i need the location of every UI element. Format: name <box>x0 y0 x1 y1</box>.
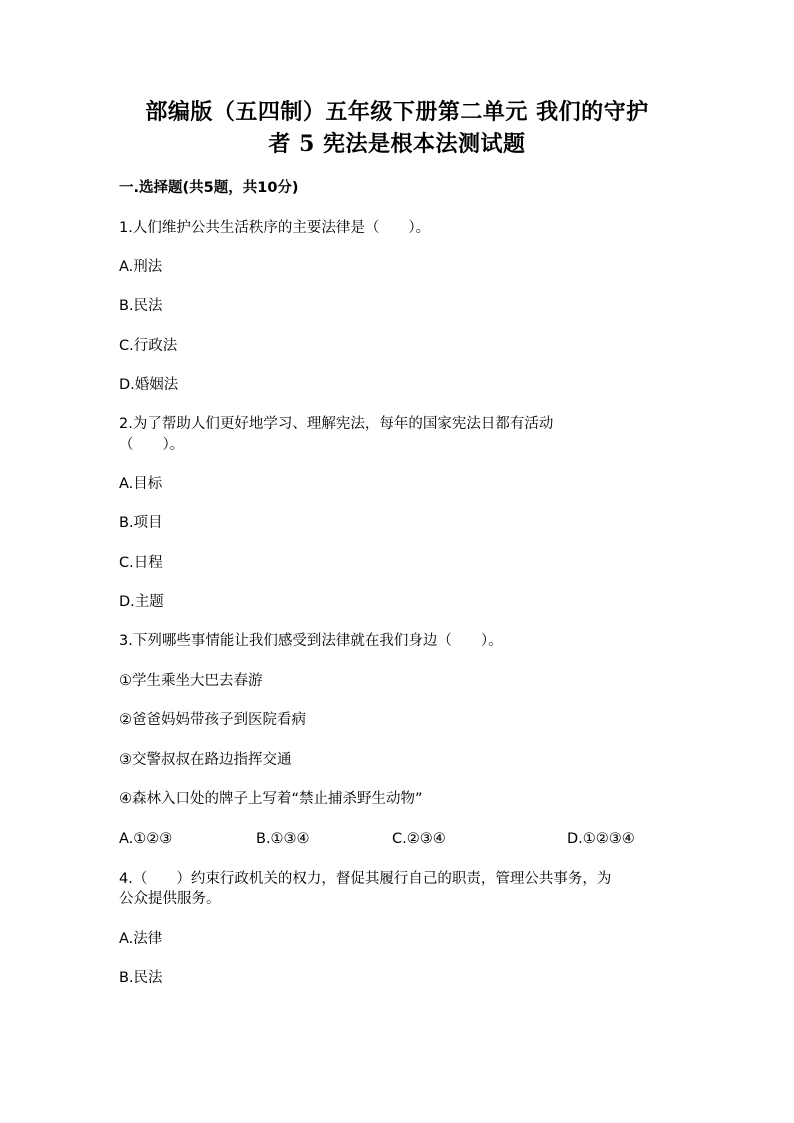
question-3-option-c: C.②③④ <box>392 831 446 847</box>
question-3-item-1: ①学生乘坐大巴去春游 <box>119 673 263 689</box>
question-4-stem-line-2: 公众提供服务。 <box>119 891 221 907</box>
question-2-option-b: B.项目 <box>119 515 163 531</box>
question-2-option-a: A.目标 <box>119 476 163 492</box>
question-4-option-a: A.法律 <box>119 931 163 947</box>
question-1-option-d: D.婚姻法 <box>119 377 179 393</box>
document-title-line-2: 者 5 宪法是根本法测试题 <box>268 131 526 157</box>
question-3-item-4: ④森林入口处的牌子上写着“禁止捕杀野生动物” <box>119 791 423 807</box>
question-1-option-b: B.民法 <box>119 298 163 314</box>
question-4-option-b: B.民法 <box>119 970 163 986</box>
question-3-item-2: ②爸爸妈妈带孩子到医院看病 <box>119 712 306 728</box>
document-title-line-1: 部编版（五四制）五年级下册第二单元 我们的守护 <box>145 99 649 125</box>
question-1-stem: 1.人们维护公共生活秩序的主要法律是（ ）。 <box>119 220 431 236</box>
question-2-option-c: C.日程 <box>119 555 163 571</box>
question-4-stem-line-1: 4.（ ）约束行政机关的权力，督促其履行自己的职责，管理公共事务，为 <box>119 871 612 887</box>
question-1-option-c: C.行政法 <box>119 338 178 354</box>
question-3-option-b: B.①③④ <box>256 831 310 847</box>
question-2-stem-line-1: 2.为了帮助人们更好地学习、理解宪法，每年的国家宪法日都有活动 <box>119 416 554 432</box>
section-heading: 一.选择题(共5题，共10分) <box>119 180 299 196</box>
question-2-stem-line-2: （ ）。 <box>119 437 185 453</box>
question-3-option-d: D.①②③④ <box>567 831 635 847</box>
question-3-options-row <box>0 829 794 849</box>
question-3-item-3: ③交警叔叔在路边指挥交通 <box>119 752 292 768</box>
question-3-stem: 3.下列哪些事情能让我们感受到法律就在我们身边（ ）。 <box>119 633 503 649</box>
question-2-option-d: D.主题 <box>119 594 164 610</box>
question-3-option-a: A.①②③ <box>119 831 173 847</box>
question-1-option-a: A.刑法 <box>119 259 163 275</box>
